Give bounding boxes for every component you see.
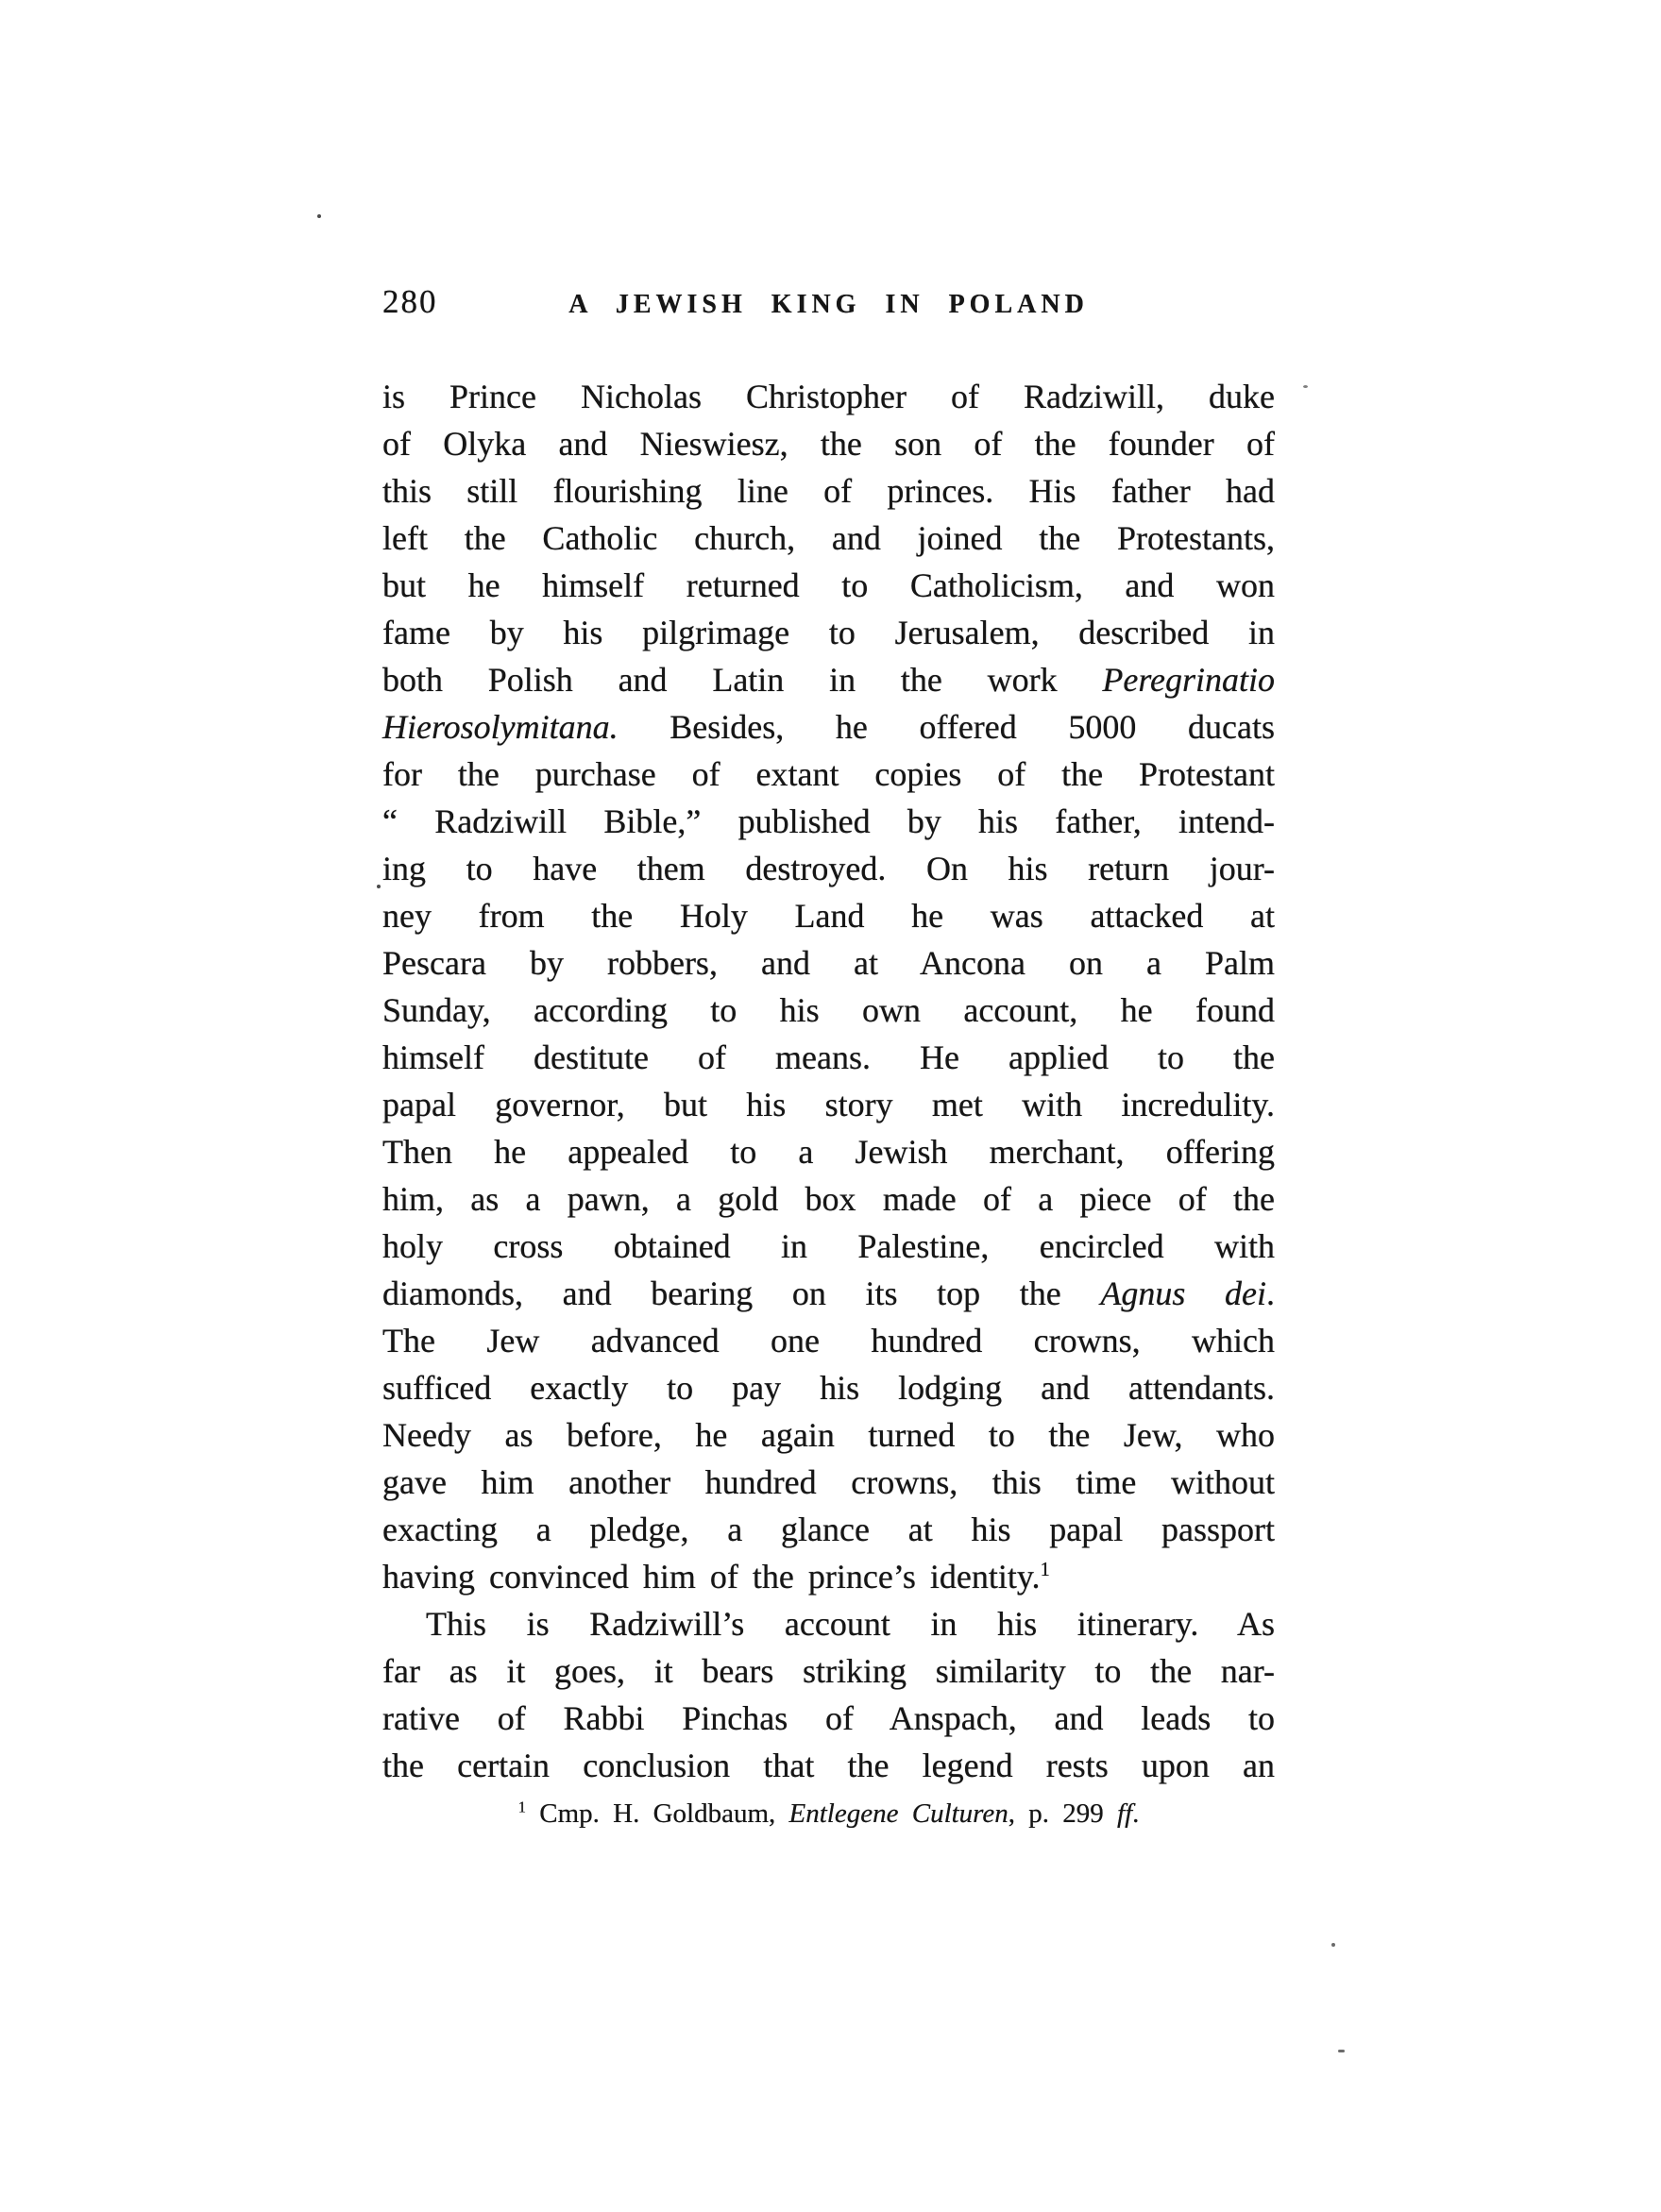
text-line <box>382 420 1275 467</box>
text-line <box>382 656 1275 703</box>
text-segment: fame by his pilgrimage to Jerusalem, described in <box>382 614 1275 651</box>
footnote <box>382 1795 1275 1832</box>
text-segment: left the Catholic church, and joined the Protestants, <box>382 519 1275 557</box>
text-line <box>382 1128 1275 1175</box>
text-line <box>382 845 1275 892</box>
italic-text: Entlegene Culturen <box>788 1798 1008 1829</box>
text-line <box>382 1506 1275 1553</box>
text-line <box>382 939 1275 987</box>
text-segment: is Prince Nicholas Christopher of Radziwill, duke <box>382 378 1275 415</box>
page-number: 280 <box>382 283 438 320</box>
scan-speck <box>1303 385 1308 388</box>
text-segment: gave him another hundred crowns, this time without <box>382 1463 1275 1501</box>
text-segment: Pescara by robbers, and at Ancona on a Palm <box>382 944 1275 982</box>
text-segment: This is Radziwill’s account in his itinerary. As <box>426 1605 1275 1643</box>
text-line <box>382 1742 1275 1789</box>
text-line <box>382 1647 1275 1695</box>
text-line <box>382 1081 1275 1128</box>
italic-text: Agnus dei <box>1100 1275 1266 1312</box>
body-text <box>382 373 1275 1789</box>
text-segment: . <box>1132 1798 1140 1829</box>
text-line <box>382 515 1275 562</box>
text-segment: far as it goes, it bears striking similarity to the nar- <box>382 1652 1275 1690</box>
text-line <box>382 1600 1275 1647</box>
italic-text: ff <box>1117 1798 1133 1829</box>
text-line <box>382 1317 1275 1364</box>
scan-speck <box>1338 2050 1345 2052</box>
text-segment: this still flourishing line of princes. His father had <box>382 472 1275 510</box>
text-segment: Sunday, according to his own account, he found <box>382 991 1275 1029</box>
text-line <box>382 798 1275 845</box>
text-segment: but he himself returned to Catholicism, and won <box>382 566 1275 604</box>
text-line <box>382 467 1275 515</box>
footnote-marker: 1 <box>1040 1558 1050 1580</box>
text-line <box>382 1553 1275 1600</box>
text-segment: “ Radziwill Bible,” published by his father, intend- <box>382 802 1275 840</box>
italic-text: Peregrinatio <box>1102 661 1275 699</box>
text-segment: Needy as before, he again turned to the Jew, who <box>382 1416 1275 1454</box>
text-segment: the certain conclusion that the legend rests upon an <box>382 1747 1275 1784</box>
text-line <box>382 1695 1275 1742</box>
text-segment: The Jew advanced one hundred crowns, which <box>382 1322 1275 1359</box>
text-segment: for the purchase of extant copies of the Protestant <box>382 755 1275 793</box>
text-line <box>382 1411 1275 1459</box>
text-segment: exacting a pledge, a glance at his papal passport <box>382 1511 1275 1548</box>
text-segment: papal governor, but his story met with incredulity. <box>382 1086 1275 1123</box>
text-line <box>382 1034 1275 1081</box>
text-line <box>382 373 1275 420</box>
text-line <box>382 609 1275 656</box>
text-segment: him, as a pawn, a gold box made of a piece of the <box>382 1180 1275 1218</box>
text-segment: holy cross obtained in Palestine, encircled with <box>382 1227 1275 1265</box>
text-line <box>382 562 1275 609</box>
text-line <box>382 1270 1275 1317</box>
text-segment: ing to have them destroyed. On his return jour- <box>382 850 1275 887</box>
text-segment: sufficed exactly to pay his lodging and attendants. <box>382 1369 1275 1407</box>
scan-speck <box>1331 1943 1335 1947</box>
text-segment: , p. 299 <box>1008 1798 1118 1829</box>
scan-speck <box>377 885 381 888</box>
text-segment: Cmp. H. Goldbaum, <box>526 1798 789 1829</box>
text-segment: both Polish and Latin in the work <box>382 661 1103 699</box>
italic-text: Hierosolymitana. <box>382 708 619 746</box>
text-segment: . <box>1266 1275 1275 1312</box>
footnote-marker: 1 <box>517 1798 526 1816</box>
text-segment: rative of Rabbi Pinchas of Anspach, and leads to <box>382 1699 1275 1737</box>
text-line <box>382 1459 1275 1506</box>
text-segment: Besides, he offered 5000 ducats <box>618 708 1275 746</box>
scan-speck <box>317 214 321 218</box>
text-segment: Then he appealed to a Jewish merchant, offering <box>382 1133 1275 1171</box>
text-line <box>382 1364 1275 1411</box>
text-line <box>382 751 1275 798</box>
text-line <box>382 987 1275 1034</box>
text-line <box>382 892 1275 939</box>
running-header-title: A JEWISH KING IN POLAND <box>568 290 1089 319</box>
text-segment: diamonds, and bearing on its top the <box>382 1275 1101 1312</box>
text-line <box>382 1223 1275 1270</box>
text-segment: himself destitute of means. He applied to the <box>382 1038 1275 1076</box>
text-segment: ney from the Holy Land he was attacked at <box>382 897 1275 935</box>
text-segment: having convinced him of the prince’s identity. <box>382 1558 1041 1596</box>
text-segment: of Olyka and Nieswiesz, the son of the founder of <box>382 425 1275 463</box>
text-line <box>382 1175 1275 1223</box>
text-line <box>382 703 1275 751</box>
